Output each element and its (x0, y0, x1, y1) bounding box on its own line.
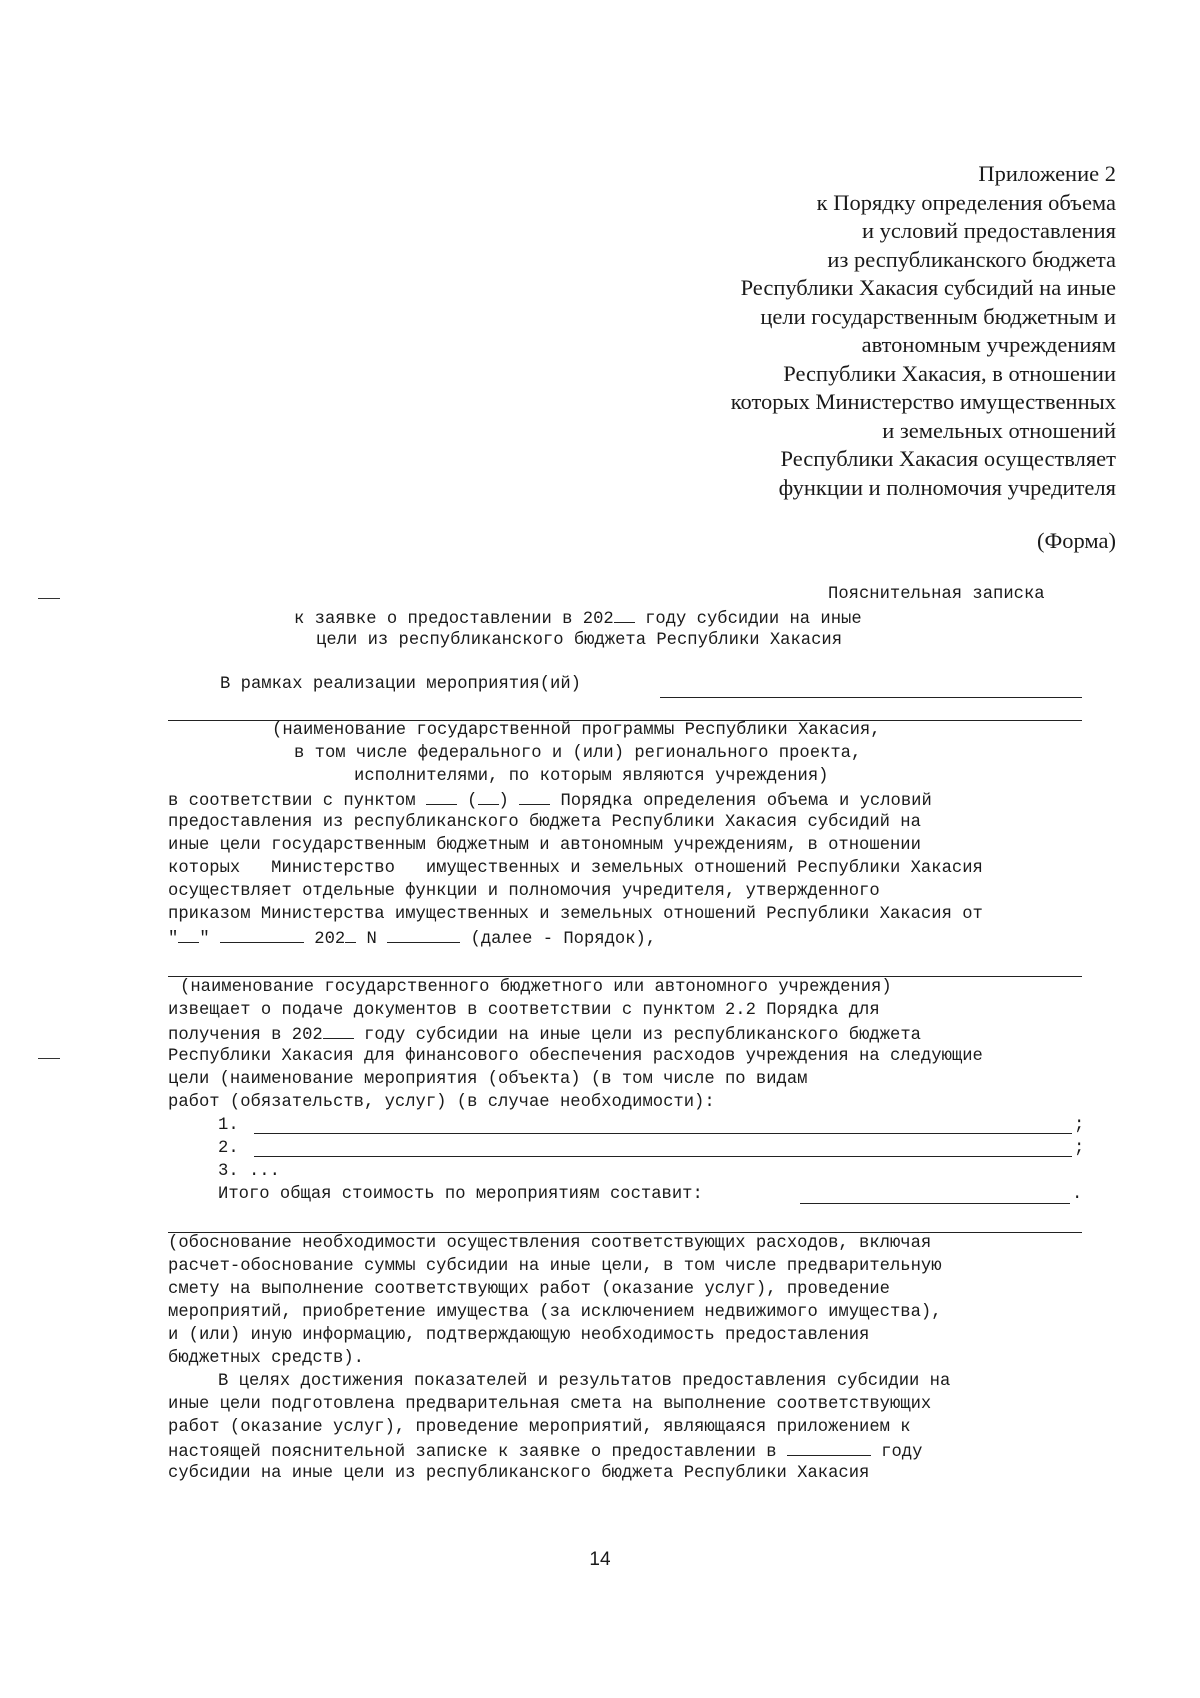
item-end: ; (1074, 1139, 1085, 1158)
basis-line: предоставления из республиканского бюджета Республики Хакасия субсидий на (168, 813, 921, 832)
institution-line: работ (обязательств, услуг) (в случае необходимости): (168, 1093, 715, 1112)
event-label: В рамках реализации мероприятия(ий) (220, 675, 581, 694)
final-line: субсидии на иные цели из республиканского бюджета Республики Хакасия (168, 1464, 870, 1483)
justification-line: расчет-обоснование суммы субсидии на иные цели, в том числе предварительную (168, 1257, 942, 1276)
basis-line: которых Министерство имущественных и земельных отношений Республики Хакасия (168, 859, 983, 878)
appendix-line: цели государственным бюджетным и (760, 303, 1116, 329)
clause-blank[interactable] (519, 789, 550, 805)
event-hint: в том числе федерального и (или) регионального проекта, (294, 744, 862, 763)
year-blank[interactable] (614, 607, 635, 623)
appendix-line: и земельных отношений (882, 417, 1116, 443)
final-line: иные цели подготовлена предварительная смета на выполнение соответствующих (168, 1395, 932, 1414)
event-hint: исполнителями, по которым являются учреждения) (354, 767, 829, 786)
total-end: . (1072, 1185, 1083, 1204)
item-1-field[interactable] (254, 1133, 1072, 1134)
total-label: Итого общая стоимость по мероприятиям составит: (218, 1185, 703, 1204)
year-blank[interactable] (345, 927, 356, 943)
appendix-line: из республиканского бюджета (827, 246, 1116, 272)
appendix-line: Республики Хакасия осуществляет (780, 446, 1116, 471)
total-amount-field[interactable] (800, 1203, 1070, 1204)
basis-line: осуществляет отдельные функции и полномочия учредителя, утвержденного (168, 882, 880, 901)
note-title: Пояснительная записка (828, 585, 1045, 604)
institution-line: Республики Хакасия для финансового обеспечения расходов учреждения на следующие (168, 1047, 983, 1066)
justification-line: бюджетных средств). (168, 1349, 364, 1368)
institution-line: извещает о подаче документов в соответствии с пунктом 2.2 Порядка для (168, 1001, 880, 1020)
basis-line: приказом Министерства имущественных и земельных отношений Республики Хакасия от (168, 905, 983, 924)
year-blank[interactable] (323, 1023, 354, 1039)
institution-line: цели (наименование мероприятия (объекта) (в том числе по видам (168, 1070, 808, 1089)
form-label: (Форма) (1037, 528, 1116, 553)
item-number: 1. (218, 1116, 239, 1135)
page-number: 14 (589, 1549, 611, 1570)
clause-blank[interactable] (426, 789, 457, 805)
note-subtitle: к заявке о предоставлении в 202 году субсидии на иные (294, 607, 862, 632)
basis-line: " " 202 N (далее - Порядок), (168, 927, 656, 952)
justification-line: и (или) иную информацию, подтверждающую необходимость предоставления (168, 1326, 870, 1345)
margin-mark (38, 598, 60, 599)
item-number: 2. (218, 1139, 239, 1158)
order-number-blank[interactable] (387, 927, 460, 943)
final-line: В целях достижения показателей и результатов предоставления субсидии на (218, 1372, 951, 1391)
appendix-line: которых Министерство имущественных (730, 389, 1116, 414)
year-blank[interactable] (787, 1440, 871, 1456)
event-hint: (наименование государственной программы Республики Хакасия, (272, 721, 881, 740)
event-name-field[interactable] (660, 697, 1082, 698)
margin-mark (38, 1058, 60, 1059)
appendix-header (731, 160, 1116, 502)
item-number: 3. ... (218, 1162, 280, 1181)
appendix-line: Приложение 2 (978, 161, 1116, 186)
appendix-line: Республики Хакасия, в отношении (783, 360, 1116, 386)
final-line: работ (оказание услуг), проведение мероприятий, являющаяся приложением к (168, 1418, 911, 1437)
basis-line: иные цели государственным бюджетным и автономным учреждениям, в отношении (168, 836, 921, 855)
justification-line: смету на выполнение соответствующих работ (оказание услуг), проведение (168, 1280, 890, 1299)
appendix-line: Республики Хакасия субсидий на иные (740, 275, 1116, 300)
month-blank[interactable] (220, 927, 304, 943)
basis-line: в соответствии с пунктом ( ) Порядка определения объема и условий (168, 789, 932, 814)
institution-hint: (наименование государственного бюджетного или автономного учреждения) (180, 978, 892, 997)
institution-line: получения в 202 году субсидии на иные цели из республиканского бюджета (168, 1023, 921, 1048)
note-subtitle-2: цели из республиканского бюджета Республики Хакасия (316, 631, 843, 650)
appendix-line: функции и полномочия учредителя (778, 474, 1116, 500)
item-end: ; (1074, 1116, 1085, 1135)
appendix-line: автономным учреждениям (861, 332, 1116, 357)
justification-line: (обоснование необходимости осуществления соответствующих расходов, включая (168, 1234, 932, 1253)
clause-blank[interactable] (478, 789, 499, 805)
final-line: настоящей пояснительной записке к заявке о предоставлении в году (168, 1440, 922, 1465)
day-blank[interactable] (178, 927, 199, 943)
item-2-field[interactable] (254, 1156, 1072, 1157)
appendix-line: и условий предоставления (861, 218, 1116, 243)
justification-line: мероприятий, приобретение имущества (за исключением недвижимого имущества), (168, 1303, 942, 1322)
appendix-line: к Порядку определения объема (816, 189, 1116, 215)
